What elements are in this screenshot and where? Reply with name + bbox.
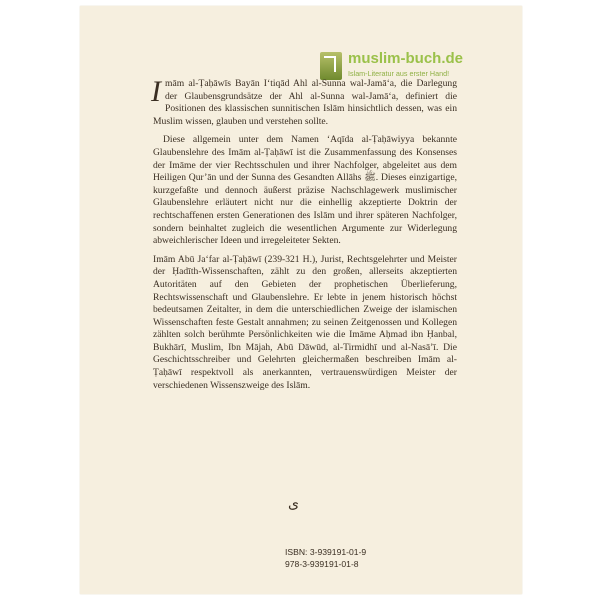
ornament-glyph: ﻯ	[288, 497, 299, 512]
isbn-10: ISBN: 3-939191-01-9	[285, 547, 367, 557]
paragraph-3: Imām Abū Ja‘far al-Ṭaḥāwī (239-321 H.), Jurist, Rechtsgelehrter und Meister der Ḥadīth-Wissenschaften, zählt zu den großen, allerseits akzeptierten Autoritäten auf den Gebieten der prophetischen Überlieferung, Rechtswissenschaft und Glaubenslehre. Er lebte in jenem historisch höchst bedeutsamen Zeitalter, in dem die unterschiedlichen Zweige der islamischen Wissenschaften feste Gestalt annahmen; zu seinen Zeitgenossen und Kollegen zählten solch berühmte Persönlichkeiten wie die Imāme Aḥmad ibn Ḥanbal, Bukhārī, Muslim, Ibn Mājah, Abū Dāwūd, al-Tirmidhī und al-Nasā’ī. Die Geschichtsschreiber und Gelehrten gleichermaßen beschreiben Imām al-Ṭaḥāwī respektvoll als anerkannten, vertrauenswürdigen Meister der verschiedenen Wissenszweige des Islām.	[153, 253, 457, 391]
isbn-block	[285, 546, 366, 570]
paragraph-2: Diese allgemein unter dem Namen ‘Aqīda al-Ṭaḥāwiyya bekannte Glaubenslehre des Imām al-Ṭaḥāwī ist die Zusammenfassung des Konsenses der Imāme der vier Rechtsschulen und ihrer Nachfolger, abgeleitet aus dem Heiligen Qur’ān und der Sunna des Gesandten Allāhs ﷺ. Dieses einzigartige, kurzgefaßte und dennoch äußerst präzise Nachschlagewerk muslimischer Glaubenslehre erläutert nicht nur die einhellig akzeptierte Doktrin der rechtschaffenen ersten Generationen des Islām und ihrer späteren Nachfolger, sondern beinhaltet zugleich die wesentlichen Argumente zur Widerlegung abweichlerischer Ideen und irregeleiteter Sekten.	[153, 134, 457, 247]
logo-tagline: Islam-Literatur aus erster Hand!	[348, 69, 450, 78]
paragraph-1-text: mām al-Ṭaḥāwīs Bayān I‘tiqād Ahl al-Sunna wal-Jamā‘a, die Darlegung der Glaubensgrundsätze der Ahl al-Sunna wal-Jamā‘a, definiert die Positionen des klassischen sunnitischen Islām hinsichtlich dessen, was ein Muslim wissen, glauben und verstehen sollte.	[153, 78, 457, 127]
logo-name: muslim-buch.de	[348, 50, 464, 67]
drop-cap: I	[151, 75, 161, 108]
blurb	[151, 75, 457, 398]
paragraph-1	[151, 75, 457, 128]
isbn-13: 978-3-939191-01-8	[285, 559, 359, 569]
book-icon	[320, 52, 342, 80]
